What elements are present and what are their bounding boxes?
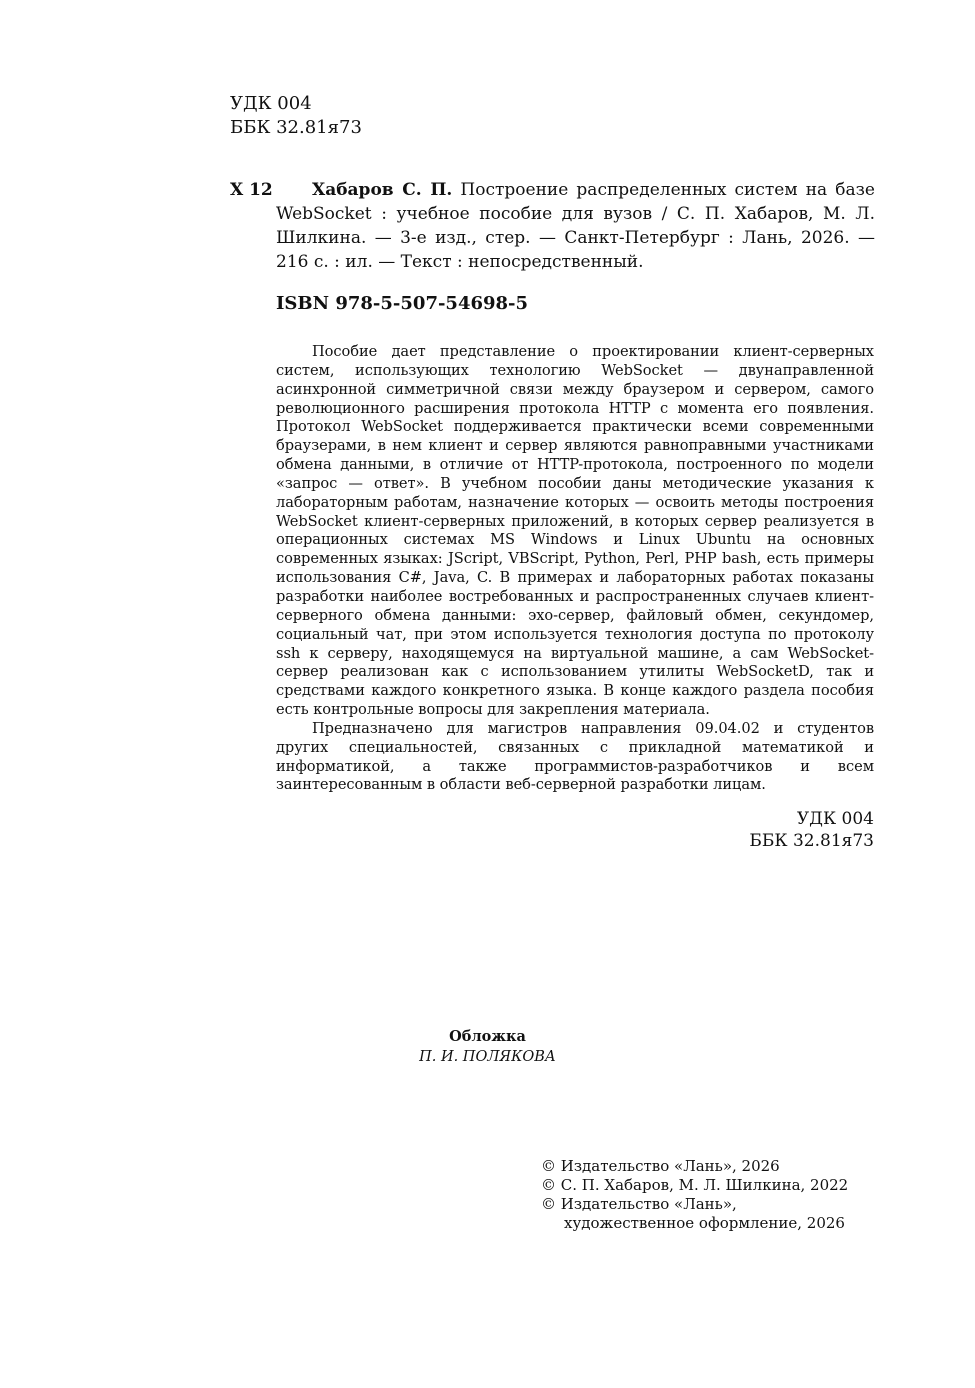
- copyright-line: © С. П. Хабаров, М. Л. Шилкина, 2022: [541, 1176, 849, 1194]
- udk-code: УДК 004: [230, 93, 312, 114]
- udk-block-top: [230, 92, 362, 140]
- annotation: [276, 343, 874, 795]
- cover-credit: [0, 1027, 975, 1067]
- udk-code: УДК 004: [796, 809, 874, 829]
- cover-designer: П. И. ПОЛЯКОВА: [419, 1049, 556, 1065]
- bbk-code: ББК 32.81я73: [749, 831, 874, 851]
- copyright-line: © Издательство «Лань», 2026: [541, 1157, 780, 1175]
- bibliographic-text: Построение распределенных систем на базе WebSocket : учебное пособие для вузов / С. П. Хабаров, М. Л. Шилкина. — 3-е изд., стер. — Санкт-Петербург : Лань, 2026. — 216 с. : ил. — Текст : непосредственный.: [276, 180, 875, 272]
- bibliographic-description: [276, 178, 875, 274]
- bibliographic-entry: [230, 178, 875, 274]
- author-name: Хабаров С. П.: [312, 180, 453, 200]
- udk-block-bottom: [749, 808, 874, 852]
- annotation-paragraph: Предназначено для магистров направления 09.04.02 и студентов других специальностей, связанных с прикладной математикой и информатикой, а также программистов-разработчиков и всем заинтересованным в области веб-серверной разработки лицам.: [276, 719, 874, 794]
- cover-label: Обложка: [449, 1028, 526, 1045]
- copyright-line: художественное оформление, 2026: [564, 1214, 845, 1232]
- isbn: ISBN 978-5-507-54698-5: [276, 293, 529, 314]
- author-sign: Х 12: [230, 180, 273, 200]
- copyright-line: © Издательство «Лань»,: [541, 1195, 737, 1213]
- bbk-code: ББК 32.81я73: [230, 117, 362, 138]
- annotation-paragraph: Пособие дает представление о проектировании клиент-серверных систем, использующих технологию WebSocket — двунаправленной асинхронной симметричной связи между браузером и сервером, самого революционного расширения протокола HTTP с момента его появления. Протокол WebSocket поддерживается практически всеми современными браузерами, в нем клиент и сервер являются равноправными участниками обмена данными, в отличие от HTTP-протокола, построенного по модели «запрос — ответ». В учебном пособии даны методические указания к лабораторным работам, назначение которых — освоить методы построения WebSocket клиент-серверных приложений, в которых сервер реализуется в операционных системах MS Windows и Linux Ubuntu на основных современных языках: JScript, VBScript, Python, Perl, PHP bash, есть примеры использования C#, Java, C. В примерах и лабораторных работах показаны разработки наиболее востребованных и распространенных случаев клиент-серверного обмена данными: эхо-сервер, файловый обмен, секундомер, социальный чат, при этом используется технология доступа по протоколу ssh к серверу, находящемуся на виртуальной машине, а сам WebSocket-сервер реализован как с использованием утилиты WebSocketD, так и средствами каждого конкретного языка. В конце каждого раздела пособия есть контрольные вопросы для закрепления материала.: [276, 343, 874, 719]
- copyright-block: [541, 1157, 848, 1233]
